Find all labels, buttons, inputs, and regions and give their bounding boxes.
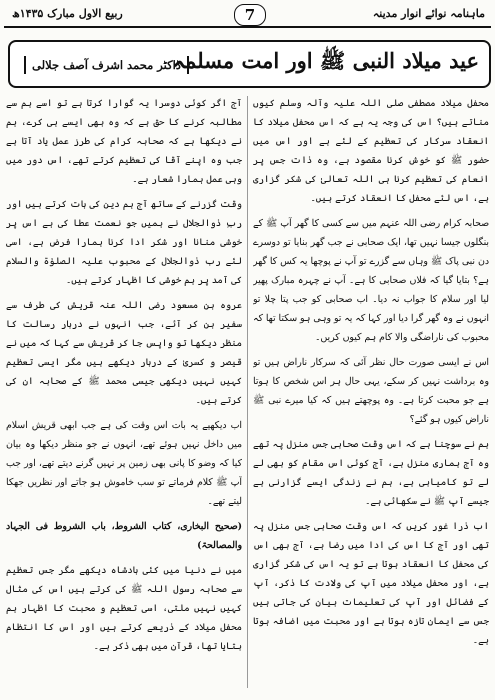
author-name: ڈاکٹر محمد اشرف آصف جلالی <box>24 56 189 74</box>
magazine-name: ماہنامہ نوائے انوار مدینہ <box>372 7 485 20</box>
article-title-box <box>8 40 491 88</box>
paragraph: اب ذرا غور کریں کہ اس وقت صحابی جس منزل پہ تھی اور آج کا اس کی ادا میں رضا ہے، آج بھی اس کی محفل کا انعقاد ہوتا ہے تو یہ اس کی شکر گزاری ہے، اور محفل میلاد میں آپ کی ولادت کا ذکر، آپ کے فضائل اور آپ کی تعلیمات بیان کی جاتی ہیں جس سے ایمان تازہ ہوتا ہے اور محبت میں اضافہ ہوتا ہے۔ <box>253 521 489 646</box>
paragraph: ہم نے سوچنا ہے کہ اس وقت صحابی جس منزل پہ تھے وہ آج ہماری منزل ہے، آج کوئی اس مقام کو بھی لے لے تو کامیابی ہے، ہم نے زندگی ایسے گزارنی ہے جیسے آپ ﷺ نے سکھائی ہے۔ <box>253 439 489 507</box>
left-column <box>6 94 242 692</box>
header-rule <box>4 26 491 28</box>
column-divider <box>247 96 248 688</box>
paragraph: وقت گزرنے کے ساتھ آج ہم دین کی بات کرتے ہیں اور ربِ ذوالجلال نے ہمیں جو نعمت عطا کی ہے اس پر خوشی منانا اور شکر ادا کرنا ہمارا فرض ہے، اسی لئے رب ذوالجلال کے محبوب علیہ الصلوٰۃ والسلام کی آمد پر ہم خوشی کا اظہار کرتے ہیں۔ <box>6 199 242 286</box>
paragraph: اس نے ایسی صورت حال نظر آئی کہ سرکار ناراض ہیں تو وہ برداشت نہیں کر سکے، یہی حال ہر اس شخص کا ہوتا ہے جو محبت کرتا ہے۔ وہ پوچھتے ہیں کہ کیا میرے نبی ﷺ ناراض کیوں ہو گئے؟ <box>253 357 489 425</box>
article-title: عید میلاد النبی ﷺ اور امت مسلمہ <box>172 48 479 73</box>
paragraph: محفل میلاد مصطفی صلی اللہ علیہ وآلہ وسلم کیوں مناتے ہیں؟ اس کی وجہ یہ ہے کہ اس محفل میلاد کا انعقاد سرکار کی تعظیم کے لئے ہے اور اس میں حضور ﷺ کو خوش کرنا مقصود ہے، وہ ذات جس پر انعام کی تعظیم کرنا ہی اللہ تعالیٰ کی شکر گزاری ہے، اس لئے محفل کا انعقاد کرتے ہیں۔ <box>253 98 489 204</box>
citation: (صحیح البخاری، کتاب الشروط، باب الشروط فی الجہاد والمصالحۃ) <box>6 521 242 551</box>
issue-date: ربیع الاول مبارک ۱۴۳۵ھ <box>12 7 123 20</box>
page-header <box>4 4 491 26</box>
paragraph: عروہ بن مسعود رضی اللہ عنہ قریش کی طرف سے سفیر بن کر آئے، جب انہوں نے دربار رسالت کا منظر دیکھا تو واپس جا کر قریش سے کہا کہ میں نے قیصر و کسریٰ کے دربار دیکھے ہیں مگر ایسی تعظیم کہیں نہیں دیکھی جیسی محمد ﷺ کے صحابہ ان کی کرتے ہیں۔ <box>6 300 242 406</box>
paragraph: میں نے دنیا میں کئی بادشاہ دیکھے مگر جس تعظیم سے صحابہ رسول اللہ ﷺ کی کرتے ہیں اس کی مثال کہیں نہیں ملتی، اسی تعظیم و محبت کا اظہار ہم محفل میلاد کے ذریعے کرتے ہیں اور اس کا انتظام بتایا تھا، قرآن میں بھی ذکر ہے۔ <box>6 565 242 652</box>
right-column <box>253 94 489 692</box>
page-number: 7 <box>234 4 266 26</box>
paragraph: آج اگر کوئی دوسرا یہ گوارا کرتا ہے تو اسے ہم سے مطالبہ کرنے کا حق ہے کہ وہ بھی ایسے ہی کرے، ہم نے دیکھا ہے کہ صحابہ کرام کی طرز عمل یاد آتا ہے جب وہ اپنے آقا کی تعظیم کرتے تھے، اس دور میں وہی عمل ہمارا شعار ہے۔ <box>6 98 242 185</box>
paragraph: اب دیکھیے یہ بات اس وقت کی ہے جب ابھی قریش اسلام میں داخل نہیں ہوئے تھے، انہوں نے جو منظر دیکھا وہ بیان کیا کہ وضو کا پانی بھی زمین پر نہیں گرنے دیتے تھے، اور جب آپ ﷺ کلام فرماتے تو سب خاموش ہو جاتے اور نظریں جھکا لیتے تھے۔ <box>6 420 242 507</box>
paragraph: صحابہ کرام رضی اللہ عنہم میں سے کسی کا گھر آپ ﷺ کے بنگلوں جیسا نہیں تھا، ایک صحابی نے جب گھر بنایا تو دوسرے دن نبی پاک ﷺ وہاں سے گزرے تو آپ نے پوچھا یہ کس کا گھر ہے؟ بتایا گیا کہ فلاں صحابی کا ہے۔ آپ نے چہرہ مبارک پھیر لیا اور سلام کا جواب نہ دیا۔ اب صحابی کو جب پتا چلا تو انہوں نے وہ گھر گرا دیا اور کہا کہ یہ تو وہی ہو سکتا تھا کہ محبوب کی ناراضگی والا کام ہم کیوں کریں۔ <box>253 218 489 343</box>
